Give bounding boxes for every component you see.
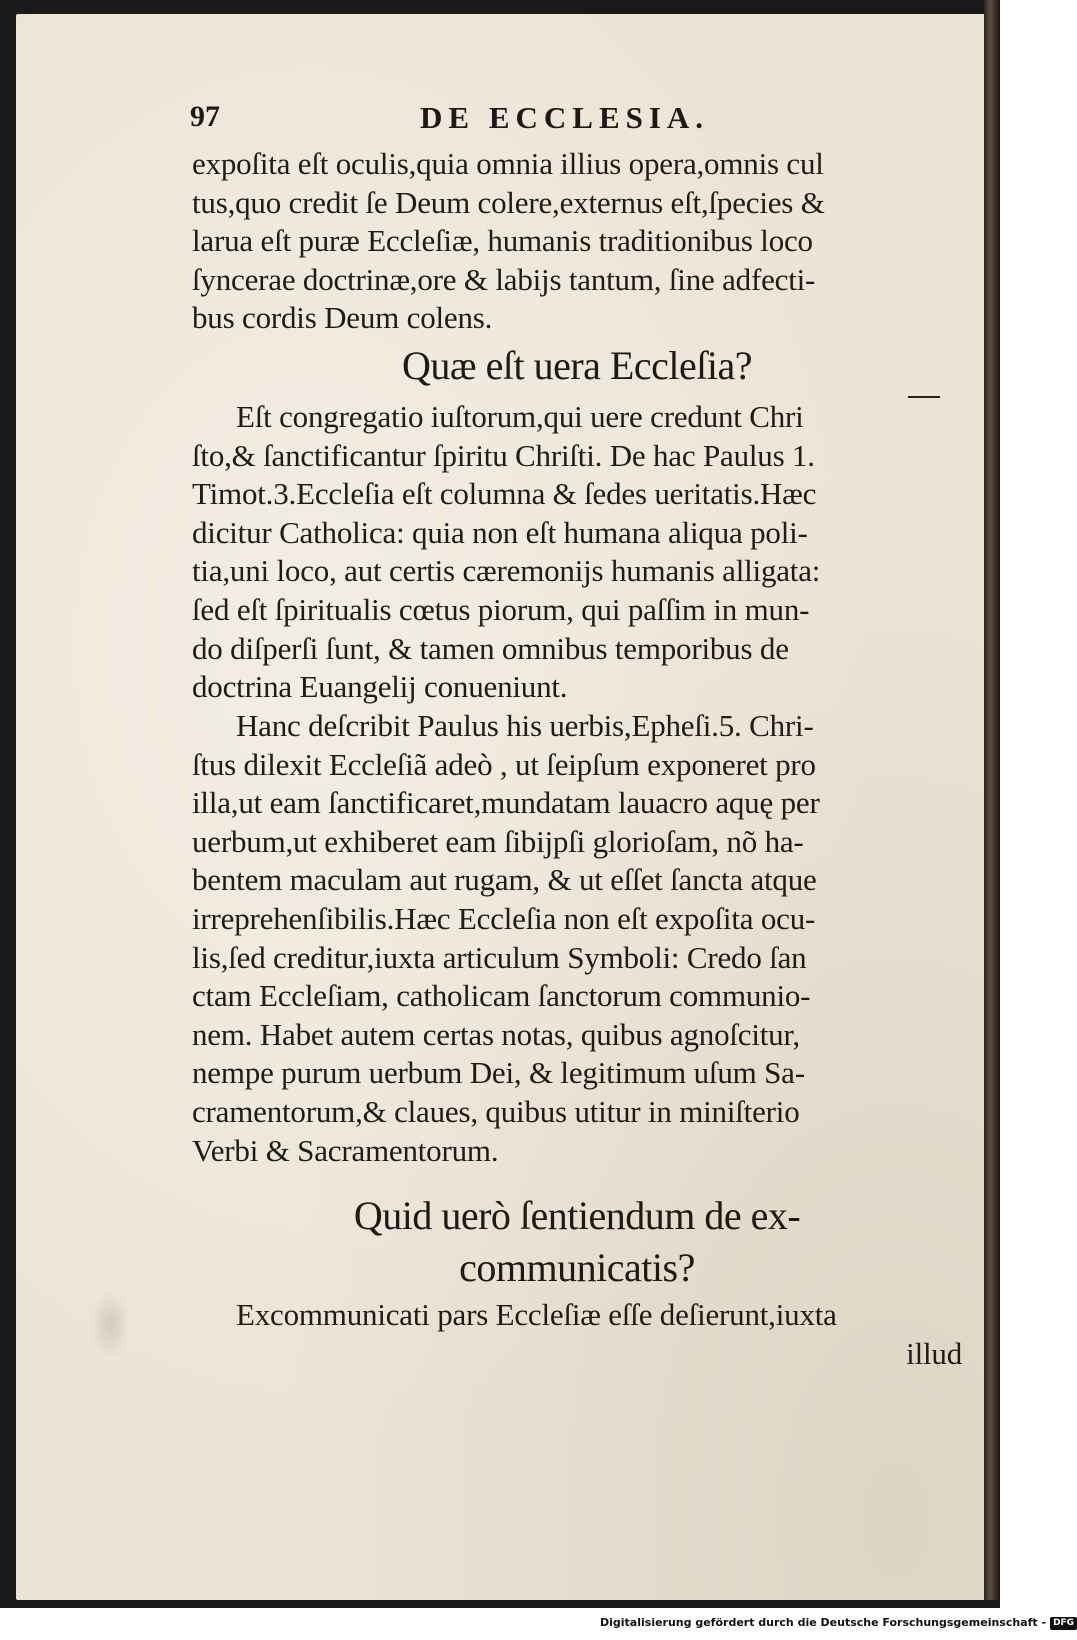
text-line: do diſperſi ſunt, & tamen omnibus temporibus de: [192, 630, 789, 666]
text-line: nem. Habet autem certas notas, quibus agnoſcitur,: [192, 1016, 800, 1052]
text-line: Verbi & Sacramentorum.: [192, 1132, 499, 1168]
text-line: doctrina Euangelij conueniunt.: [192, 669, 568, 705]
text-line: ctam Eccleſiam, catholicam ſanctorum communio-: [192, 978, 811, 1014]
running-title: DE ECCLESIA.: [420, 100, 710, 135]
heading-line: communicatis?: [459, 1245, 695, 1290]
paragraph-continuation: [192, 145, 962, 338]
dfg-logo: DFG: [1050, 1617, 1077, 1630]
text-line: nempe purum uerbum Dei, & legitimum uſum Sa-: [192, 1055, 805, 1091]
text-line: ſtus dilexit Eccleſiã adeò , ut ſeipſum exponeret pro: [192, 746, 816, 782]
text-line: expoſita eſt oculis,quia omnia illius opera,omnis cul: [192, 146, 824, 181]
book-binding-edge: [984, 0, 1000, 1600]
section-heading-excommunicatis: [192, 1190, 962, 1294]
text-line: Excommunicati pars Eccleſiæ eſſe deſierunt,iuxta: [236, 1297, 837, 1332]
text-line: ſyncerae doctrinæ,ore & labijs tantum, ſine adfecti-: [192, 261, 816, 297]
text-line: ſto,& ſanctificantur ſpiritu Chriſti. De hac Paulus 1.: [192, 437, 815, 473]
digitization-credit: [600, 1616, 1077, 1634]
section-heading-uera-ecclesia: Quæ eſt uera Eccleſia?: [402, 343, 752, 388]
paragraph-congregatio: [192, 398, 962, 707]
paragraph-excommunicati: [192, 1296, 962, 1373]
text-line: Timot.3.Eccleſia eſt columna & ſedes ueritatis.Hæc: [192, 476, 817, 512]
text-line: cramentorum,& claues, quibus utitur in miniſterio: [192, 1093, 800, 1129]
credit-text: Digitalisierung gefördert durch die Deutsche Forschungsgemeinschaft -: [600, 1616, 1047, 1629]
text-line: bus cordis Deum colens.: [192, 300, 493, 336]
text-line: tia,uni loco, aut certis cæremonijs humanis alligata:: [192, 553, 821, 589]
text-line: dicitur Catholica: quia non eſt humana aliqua poli-: [192, 514, 808, 550]
running-head: [190, 100, 950, 144]
text-line: bentem maculam aut rugam, & ut eſſet ſancta atque: [192, 862, 817, 898]
text-line: Hanc deſcribit Paulus his uerbis,Epheſi.5. Chri-: [236, 708, 814, 743]
catchword: illud: [906, 1335, 962, 1371]
paragraph-hanc-describit: [192, 707, 962, 1170]
text-line: irreprehenſibilis.Hæc Eccleſia non eſt expoſita ocu-: [192, 900, 816, 936]
text-line: Eſt congregatio iuſtorum,qui uere credunt Chri: [236, 399, 804, 434]
text-line: ſed eſt ſpiritualis cœtus piorum, qui paſſim in mun-: [192, 591, 810, 627]
folio-number: 97: [190, 100, 220, 133]
text-line: uerbum,ut exhiberet eam ſibijpſi glorioſam, nõ ha-: [192, 823, 804, 859]
paper-stain: [90, 1290, 130, 1360]
heading-line: Quid uerò ſentiendum de ex-: [353, 1193, 801, 1238]
text-line: illa,ut eam ſanctificaret,mundatam lauacro aquę per: [192, 785, 820, 821]
text-line: lis,ſed creditur,iuxta articulum Symboli: Credo ſan: [192, 939, 807, 975]
text-line: larua eſt puræ Eccleſiæ, humanis traditionibus loco: [192, 223, 813, 259]
text-line: tus,quo credit ſe Deum colere,externus eſt,ſpecies &: [192, 184, 825, 220]
